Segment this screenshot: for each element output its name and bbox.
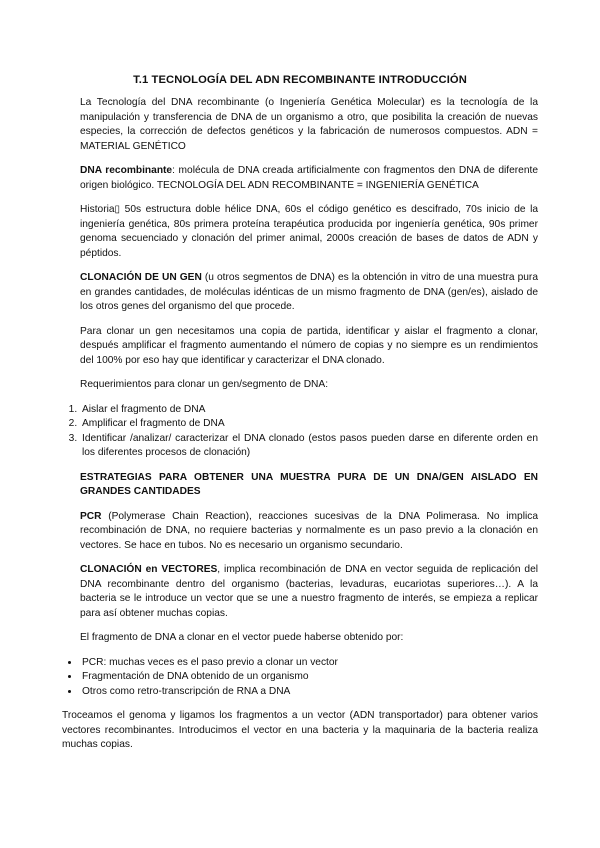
pcr-description: (Polymerase Chain Reaction), reacciones sucesivas de la DNA Polimerasa. No implica recombinación de DNA, no requiere bacterias y normalmente es un paso previo a la clonación en vectores. Se hace en tubos. No es necesario un organismo secundario. (80, 510, 538, 551)
requirements-intro: Requerimientos para clonar un gen/segmento de DNA: (80, 379, 329, 390)
term-pcr: PCR (80, 510, 102, 522)
term-gene-cloning: CLONACIÓN DE UN GEN (80, 272, 202, 283)
pcr-paragraph (62, 510, 538, 554)
recombinant-dna-definition: : molécula de DNA creada artificialmente con fragmentos den DNA de diferente origen biológico. TECNOLOGÍA DEL ADN RECOMBINANTE = INGENIERÍA GENÉTICA (80, 165, 538, 191)
document-body (62, 74, 538, 763)
closing-paragraph: Troceamos el genoma y ligamos los fragmentos a un vector (ADN transportador) para obtener varios vectores recombinantes. Introducimos el vector en una bacteria y la maquinaria de la bacteria realiza muchas copias. (62, 710, 538, 750)
vector-cloning-paragraph (62, 563, 538, 621)
list-item: 3. Identificar /analizar/ caracterizar el DNA clonado (estos pasos pueden darse en diferente orden en los diferentes procesos de clonación) (80, 432, 538, 461)
list-item: 2. Amplificar el fragmento de DNA (80, 417, 538, 432)
requirements-list (62, 403, 538, 461)
fragment-sources-list (62, 656, 538, 700)
recombinant-dna-paragraph (62, 164, 538, 193)
list-item: • PCR: muchas veces es el paso previo a clonar un vector (80, 656, 538, 671)
cloning-process-paragraph: Para clonar un gen necesitamos una copia de partida, identificar y aislar el fragmento a clonar, después amplificar el fragmento aumentando el número de copias y no siempre es un rendimientos del 100% por eso hay que identificar y caracterizar el DNA clonado. (80, 325, 538, 366)
page-title: T.1 TECNOLOGÍA DEL ADN RECOMBINANTE INTRODUCCIÓN (133, 74, 467, 86)
strategies-heading: ESTRATEGIAS PARA OBTENER UNA MUESTRA PURA DE UN DNA/GEN AISLADO EN GRANDES CANTIDADES (80, 471, 538, 497)
vector-cloning-description: , implica recombinación de DNA en vector seguida de replicación del DNA recombinante dentro del organismo (bacterias, levaduras, eucariotas superiores…). A la bacteria se le introduce un vector que se une a nuestro fragmento de interés, se empieza a replicar para así obtener muchas copias. (80, 564, 539, 619)
intro-paragraph: La Tecnología del DNA recombinante (o Ingeniería Genética Molecular) es la tecnología de la manipulación y transferencia de DNA de un organismo a otro, que posibilita la creación de nuevas especies, la corrección de defectos genéticos y la fabricación de numerosos compuestos. ADN = MATERIAL GENÉTICO (80, 97, 538, 152)
term-recombinant-dna: DNA recombinante (80, 165, 173, 176)
fragment-sources-intro: El fragmento de DNA a clonar en el vector puede haberse obtenido por: (80, 632, 404, 643)
list-item: • Fragmentación de DNA obtenido de un organismo (80, 670, 538, 685)
term-vector-cloning: CLONACIÓN en VECTORES (80, 564, 218, 575)
gene-cloning-paragraph (62, 271, 538, 315)
history-paragraph: Historia▯ 50s estructura doble hélice DNA, 60s el código genético es descifrado, 70s inicio de la ingeniería genética, 80s primera proteína terapéutica producida por ingeniería genética, 90s primer genoma secuenciado y clonación del primer animal, 2000s creación de bases de datos de ADN y péptidos. (80, 204, 538, 259)
gene-cloning-definition: (u otros segmentos de DNA) es la obtención in vitro de una muestra pura en grandes cantidades, de moléculas idénticas de un mismo fragmento de DNA (gen/es), aislado de los otros genes del organismo del que procede. (80, 272, 538, 312)
list-item: • Otros como retro-transcripción de RNA a DNA (80, 685, 538, 700)
list-item: 1. Aislar el fragmento de DNA (80, 403, 538, 418)
